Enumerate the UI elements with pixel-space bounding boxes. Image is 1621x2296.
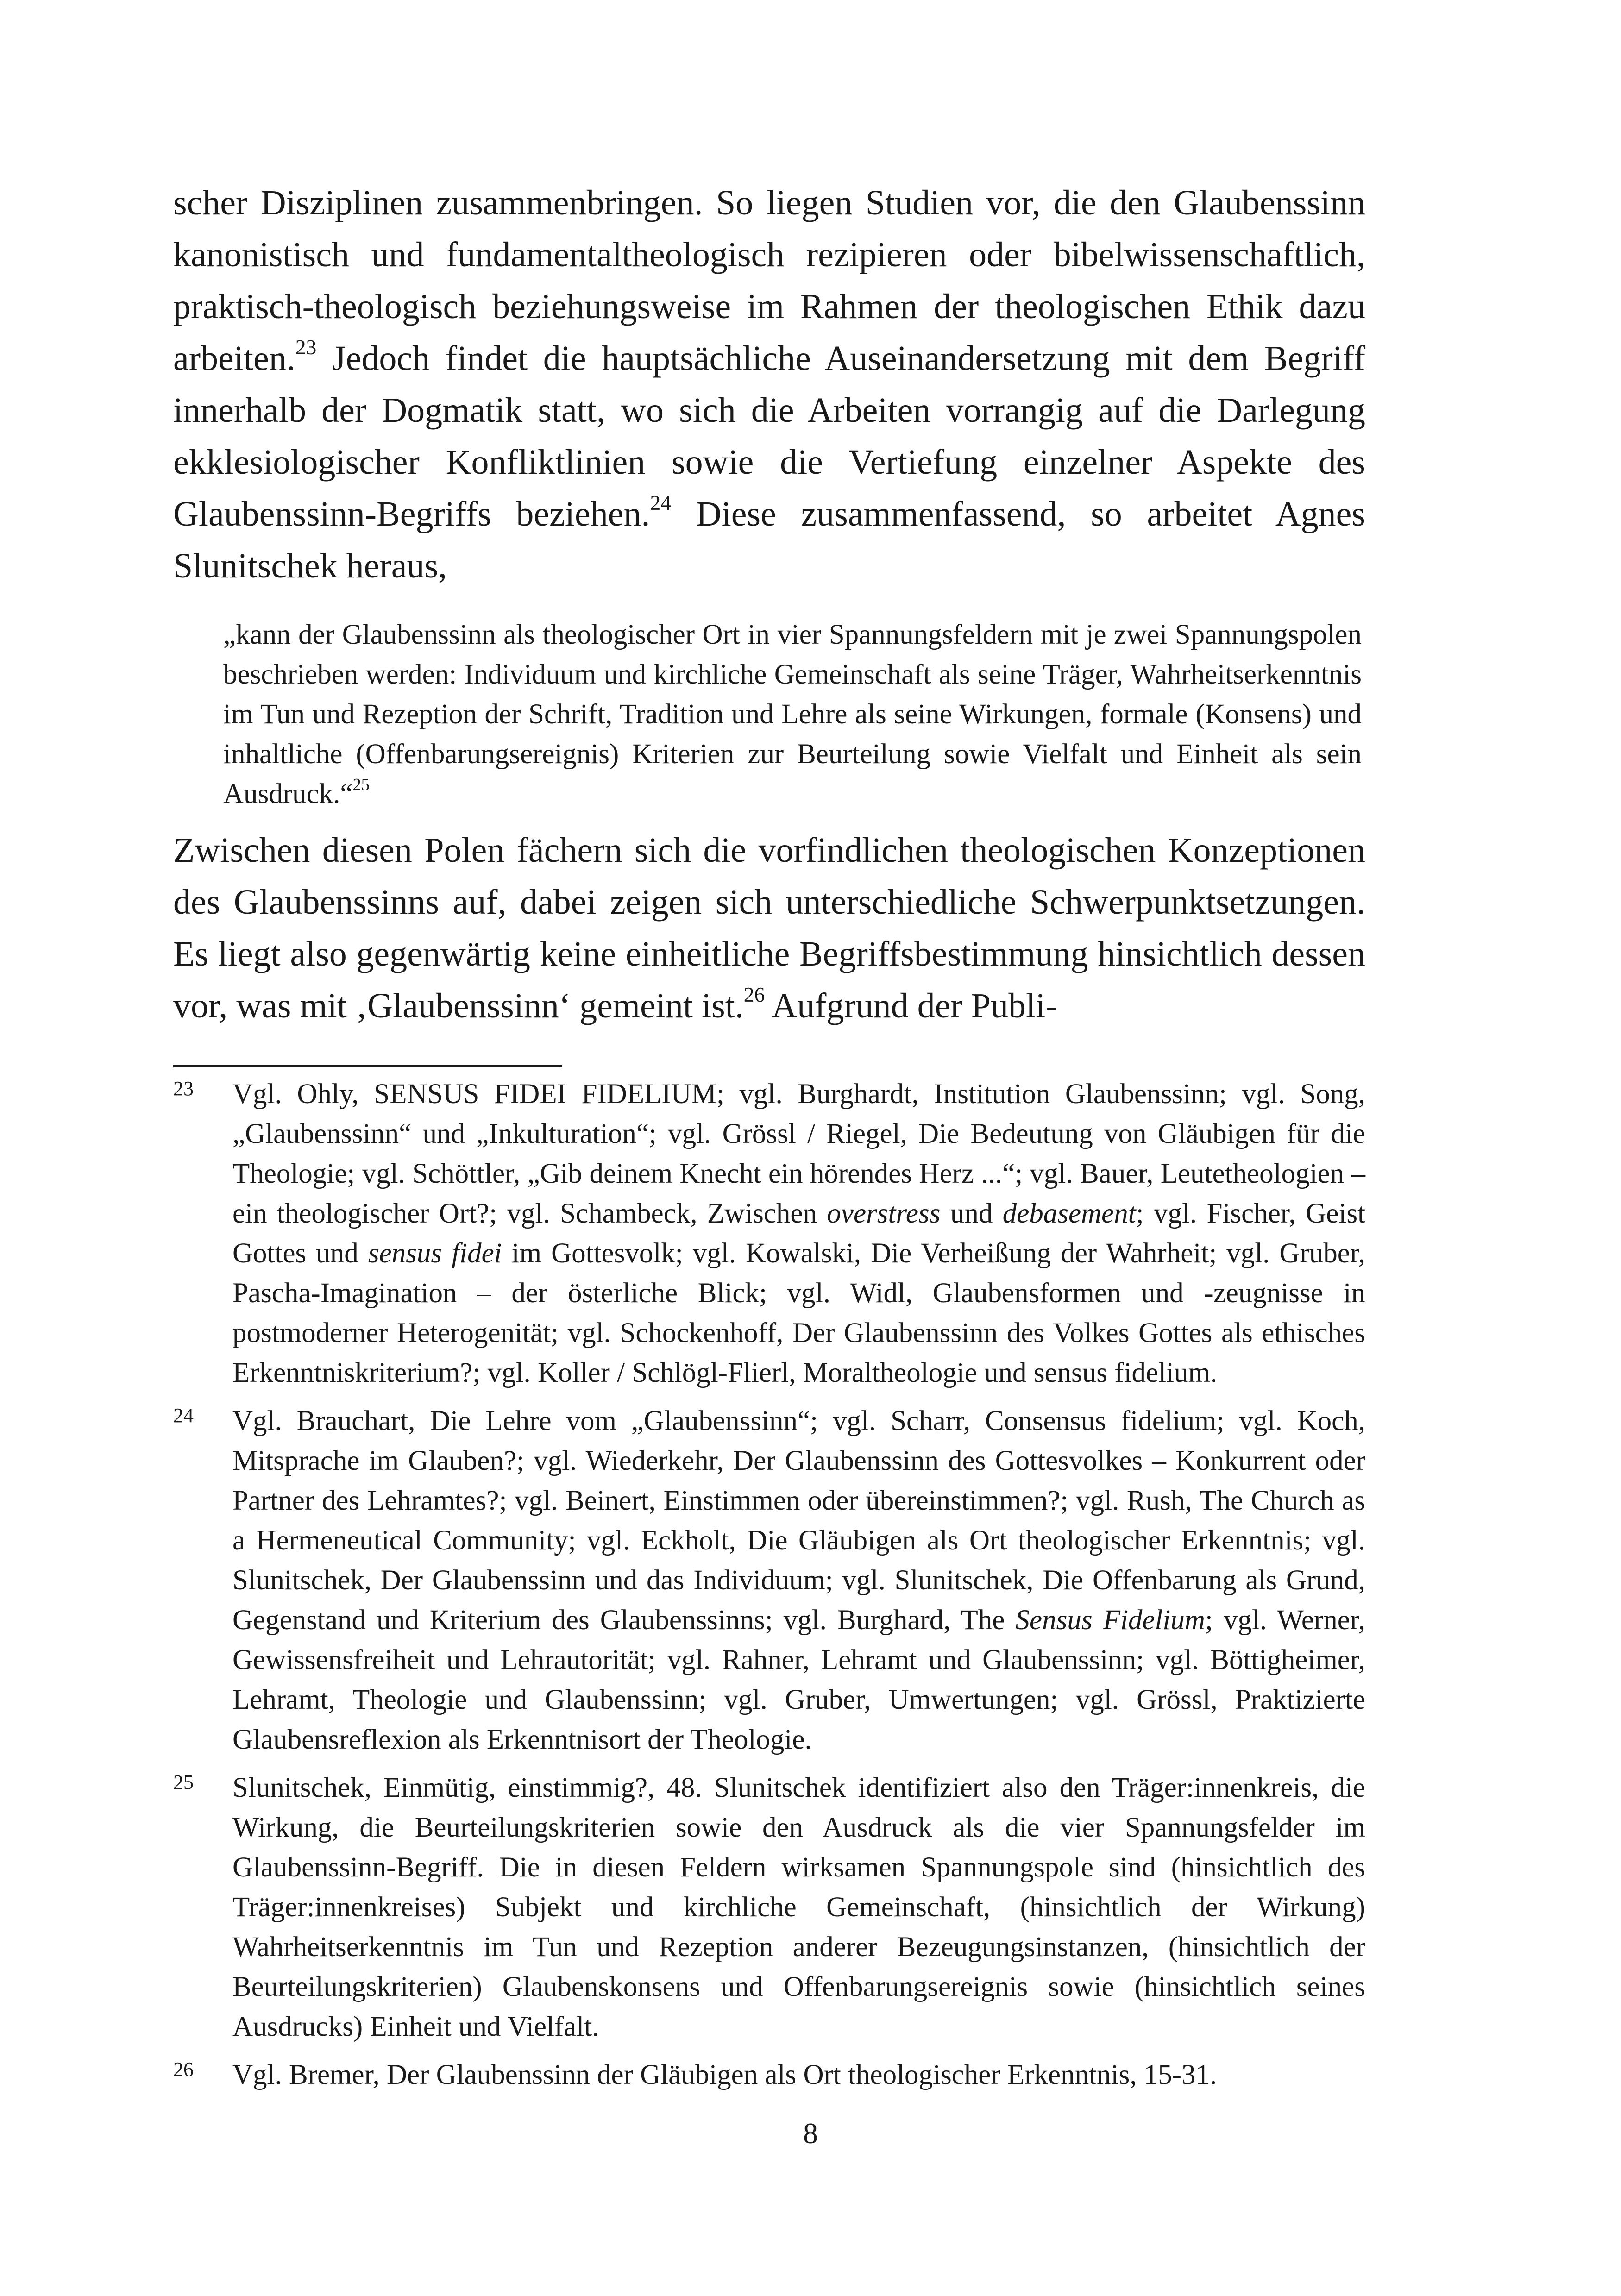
footnote-text: Vgl. Brauchart, Die Lehre vom „Glaubenssinn“; vgl. Scharr, Consensus fidelium; vgl. Koch, Mitsprache im Glauben?; vgl. Wiederkehr, Der Glaubenssinn des Gottesvolkes – Konkurrent oder Partner des Lehramtes?; vgl. Beinert, Einstimmen oder übereinstimmen?; vgl. Rush, The Church as a Hermeneutical Community; vgl. Eckholt, Die Gläubigen als Ort theologischer Erkenntnis; vgl. Slunitschek, Der Glaubenssinn und das Individuum; vgl. Slunitschek, Die Offenbarung als Grund, Gegenstand und Kriterium des Glaubenssinns; vgl. Burghard, The xyxy=(232,1405,1365,1636)
footnote-italic: debasement xyxy=(1002,1198,1136,1229)
footnote-text: ; vgl. Werner, Gewissensfreiheit und Lehrautorität; vgl. Rahner, Lehramt und Glaubenssinn; vgl. Böttigheimer, Lehramt, Theologie und Glaubenssinn; vgl. Gruber, Umwertungen; vgl. Grössl, Praktizierte Glaubensreflexion als Erkenntnisort der Theologie. xyxy=(232,1605,1365,1755)
body-paragraph-2 xyxy=(173,824,1365,1032)
body-paragraph-1 xyxy=(173,177,1365,592)
body-text-segment: Zwischen diesen Polen fächern sich die vorfindlichen theologischen Konzeptionen des Glaubenssinns auf, dabei zeigen sich unterschiedliche Schwerpunktsetzungen. Es liegt also gegenwärtig keine einheitliche Begriffsbestimmung hinsichtlich dessen vor, was mit ‚Glaubenssinn‘ gemeint ist. xyxy=(173,831,1365,1025)
block-quote xyxy=(223,615,1362,814)
body-text-segment: scher Disziplinen zusammenbringen. So liegen Studien vor, die den Glaubenssinn kanonistisch und fundamentaltheologisch rezipieren oder bibelwissenschaftlich, praktisch-theologisch beziehungsweise im Rahmen der theologischen Ethik dazu arbeiten. xyxy=(173,183,1365,378)
footnote-italic: sensus fidei xyxy=(368,1238,502,1269)
quote-text: „kann der Glaubenssinn als theologischer Ort in vier Spannungsfeldern mit je zwei Spannungspolen beschrieben werden: Individuum und kirchliche Gemeinschaft als seine Träger, Wahrheitserkenntnis im Tun und Rezeption der Schrift, Tradition und Lehre als seine Wirkungen, formale (Konsens) und inhaltliche (Offenbarungsereignis) Kriterien zur Beurteilung sowie Vielfalt und Einheit als sein Ausdruck.“ xyxy=(223,619,1362,809)
footnote-number: 23 xyxy=(173,1077,194,1100)
footnote-number: 24 xyxy=(173,1404,194,1427)
body-text-segment: Aufgrund der Publi- xyxy=(765,986,1057,1025)
page-number: 8 xyxy=(803,2117,818,2150)
footnote-text: Vgl. Bremer, Der Glaubenssinn der Gläubigen als Ort theologischer Erkenntnis, 15-31. xyxy=(232,2059,1217,2090)
footnote-26 xyxy=(173,2055,1365,2095)
footnote-text: im Gottesvolk; vgl. Kowalski, Die Verheißung der Wahrheit; vgl. Gruber, Pascha-Imagination – der österliche Blick; vgl. Widl, Glaubensformen und -zeugnisse in postmoderner Heterogenität; vgl. Schockenhoff, Der Glaubenssinn des Volkes Gottes als ethisches Erkenntniskriterium?; vgl. Koller / Schlögl-Flierl, Moraltheologie und sensus fidelium. xyxy=(232,1238,1365,1388)
footnote-text: Slunitschek, Einmütig, einstimmig?, 48. Slunitschek identifiziert also den Träger:innenkreis, die Wirkung, die Beurteilungskriterien sowie den Ausdruck als die vier Spannungsfelder im Glaubenssinn-Begriff. Die in diesen Feldern wirksamen Spannungspole sind (hinsichtlich des Träger:innenkreises) Subjekt und kirchliche Gemeinschaft, (hinsichtlich der Wirkung) Wahrheitserkenntnis im Tun und Rezeption anderer Bezeugungsinstanzen, (hinsichtlich der Beurteilungskriterien) Glaubenskonsens und Offenbarungsereignis sowie (hinsichtlich seines Ausdrucks) Einheit und Vielfalt. xyxy=(232,1772,1365,2042)
footnote-ref-24[interactable]: 24 xyxy=(650,490,672,514)
footnote-24 xyxy=(173,1401,1365,1760)
footnote-number: 25 xyxy=(173,1771,194,1794)
body-text-segment: Jedoch findet die hauptsächliche Auseinandersetzung mit dem Begriff innerhalb der Dogmatik statt, wo sich die Arbeiten vorrangig auf die Darlegung ekklesiologischer Konfliktlinien sowie die Vertiefung einzelner Aspekte des Glaubenssinn-Begriffs beziehen. xyxy=(173,339,1365,533)
footnote-23 xyxy=(173,1074,1365,1393)
footnote-ref-26[interactable]: 26 xyxy=(743,982,765,1006)
footnote-text: ; vgl. Fischer, Geist Gottes und xyxy=(232,1198,1366,1269)
footnote-25 xyxy=(173,1768,1365,2047)
footnote-italic: Sensus Fidelium xyxy=(1015,1605,1205,1636)
body-text-segment: Diese zusammenfassend, so arbeitet Agnes Slunitschek heraus, xyxy=(173,495,1365,585)
footnote-number: 26 xyxy=(173,2058,194,2081)
footnote-text: Vgl. Ohly, SENSUS FIDEI FIDELIUM; vgl. Burghardt, Institution Glaubenssinn; vgl. Song, „Glaubenssinn“ und „Inkulturation“; vgl. Grössl / Riegel, Die Bedeutung von Gläubigen für die Theologie; vgl. Schöttler, „Gib deinem Knecht ein hörendes Herz ...“; vgl. Bauer, Leutetheologien – ein theologischer Ort?; vgl. Schambeck, Zwischen xyxy=(232,1079,1365,1229)
footnote-italic: overstress xyxy=(827,1198,941,1229)
footnote-ref-23[interactable]: 23 xyxy=(295,335,317,359)
footnotes xyxy=(173,1074,1365,2103)
footnote-text: und xyxy=(940,1198,1003,1229)
footnote-ref-25[interactable]: 25 xyxy=(352,775,370,794)
footnote-separator xyxy=(173,1065,562,1067)
